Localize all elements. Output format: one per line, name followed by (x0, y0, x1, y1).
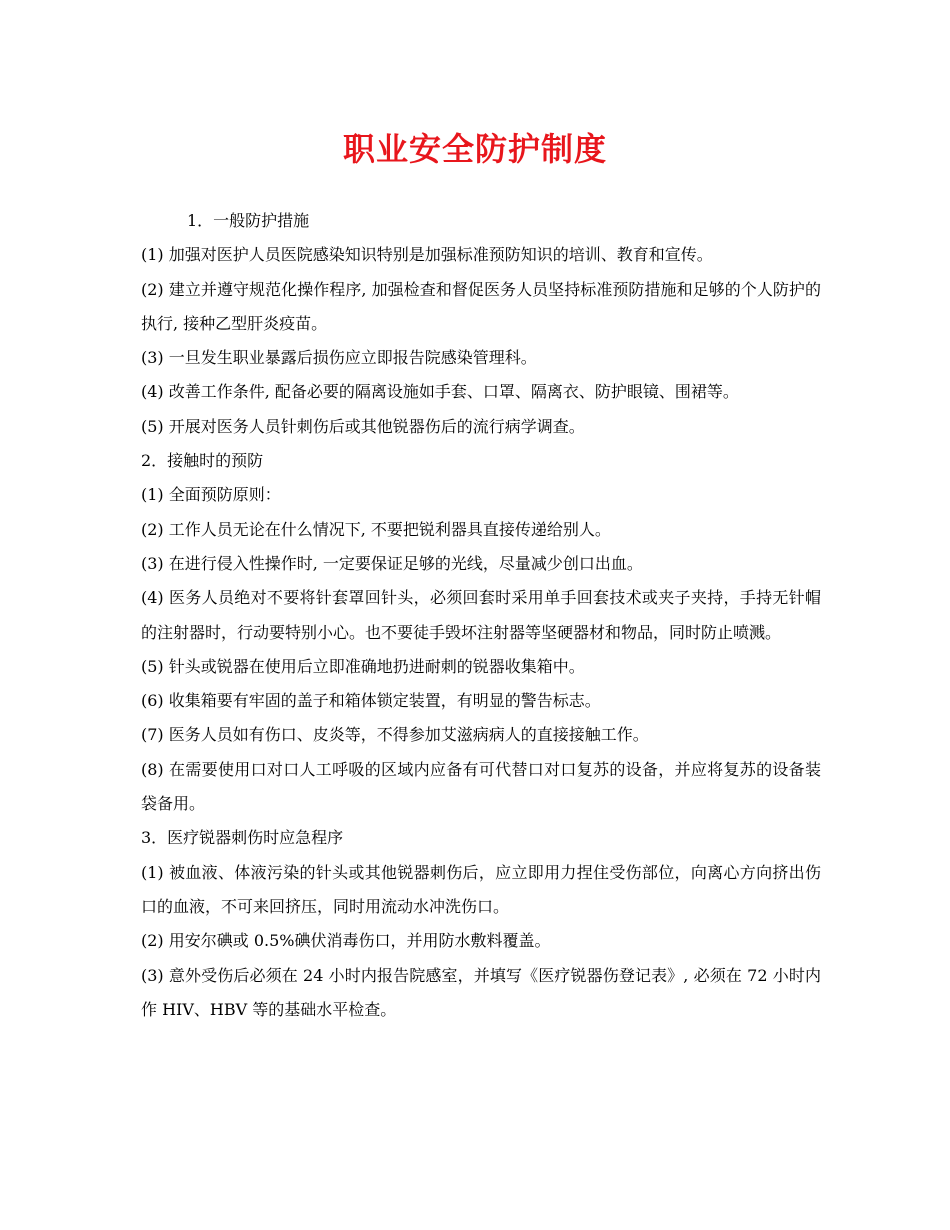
paragraph: (2) 用安尔碘或 0.5%碘伏消毒伤口，并用防水敷料覆盖。 (141, 931, 551, 951)
paragraph: (8) 在需要使用口对口人工呼吸的区域内应备有可代替口对口复苏的设备，并应将复苏的设备装袋备用。 (141, 759, 821, 814)
section-heading: 1．一般防护措施 (187, 211, 310, 230)
section-heading: 3．医疗锐器刺伤时应急程序 (141, 828, 344, 848)
paragraph: (2) 建立并遵守规范化操作程序, 加强检查和督促医务人员坚持标准预防措施和足够的个人防护的执行, 接种乙型肝炎疫苗。 (141, 279, 821, 333)
paragraph: (5) 针头或锐器在使用后立即准确地扔进耐刺的锐器收集箱中。 (141, 656, 585, 676)
section-heading: 2．接触时的预防 (141, 451, 264, 471)
paragraph: (4) 医务人员绝对不要将针套罩回针头，必须回套时采用单手回套技术或夹子夹持，手持无针帽的注射器时，行动要特别小心。也不要徒手毁坏注射器等坚硬器材和物品，同时防止喷溅。 (141, 588, 821, 642)
paragraph: (4) 改善工作条件, 配备必要的隔离设施如手套、口罩、隔离衣、防护眼镜、围裙等。 (141, 382, 739, 402)
paragraph: (6) 收集箱要有牢固的盖子和箱体锁定装置，有明显的警告标志。 (141, 691, 601, 711)
document-title: 职业安全防护制度 (342, 130, 607, 168)
paragraph: (3) 在进行侵入性操作时, 一定要保证足够的光线，尽量减少创口出血。 (141, 553, 643, 573)
paragraph: (5) 开展对医务人员针刺伤后或其他锐器伤后的流行病学调查。 (141, 416, 585, 436)
paragraph: (3) 意外受伤后必须在 24 小时内报告院感室，并填写《医疗锐器伤登记表》, 必须在 72 小时内作 HIV、HBV 等的基础水平检查。 (141, 965, 821, 1019)
document-body (141, 204, 821, 1027)
paragraph: (3) 一旦发生职业暴露后损伤应立即报告院感染管理科。 (141, 348, 537, 368)
paragraph: (1) 加强对医护人员医院感染知识特别是加强标准预防知识的培训、教育和宣传。 (141, 245, 713, 265)
paragraph: (1) 全面预防原则： (141, 485, 281, 505)
paragraph: (2) 工作人员无论在什么情况下, 不要把锐利器具直接传递给别人。 (141, 519, 611, 539)
paragraph: (7) 医务人员如有伤口、皮炎等，不得参加艾滋病病人的直接接触工作。 (141, 725, 649, 745)
paragraph: (1) 被血液、体液污染的针头或其他锐器刺伤后，应立即用力捏住受伤部位，向离心方向挤出伤口的血液，不可来回挤压，同时用流动水冲洗伤口。 (141, 862, 821, 916)
